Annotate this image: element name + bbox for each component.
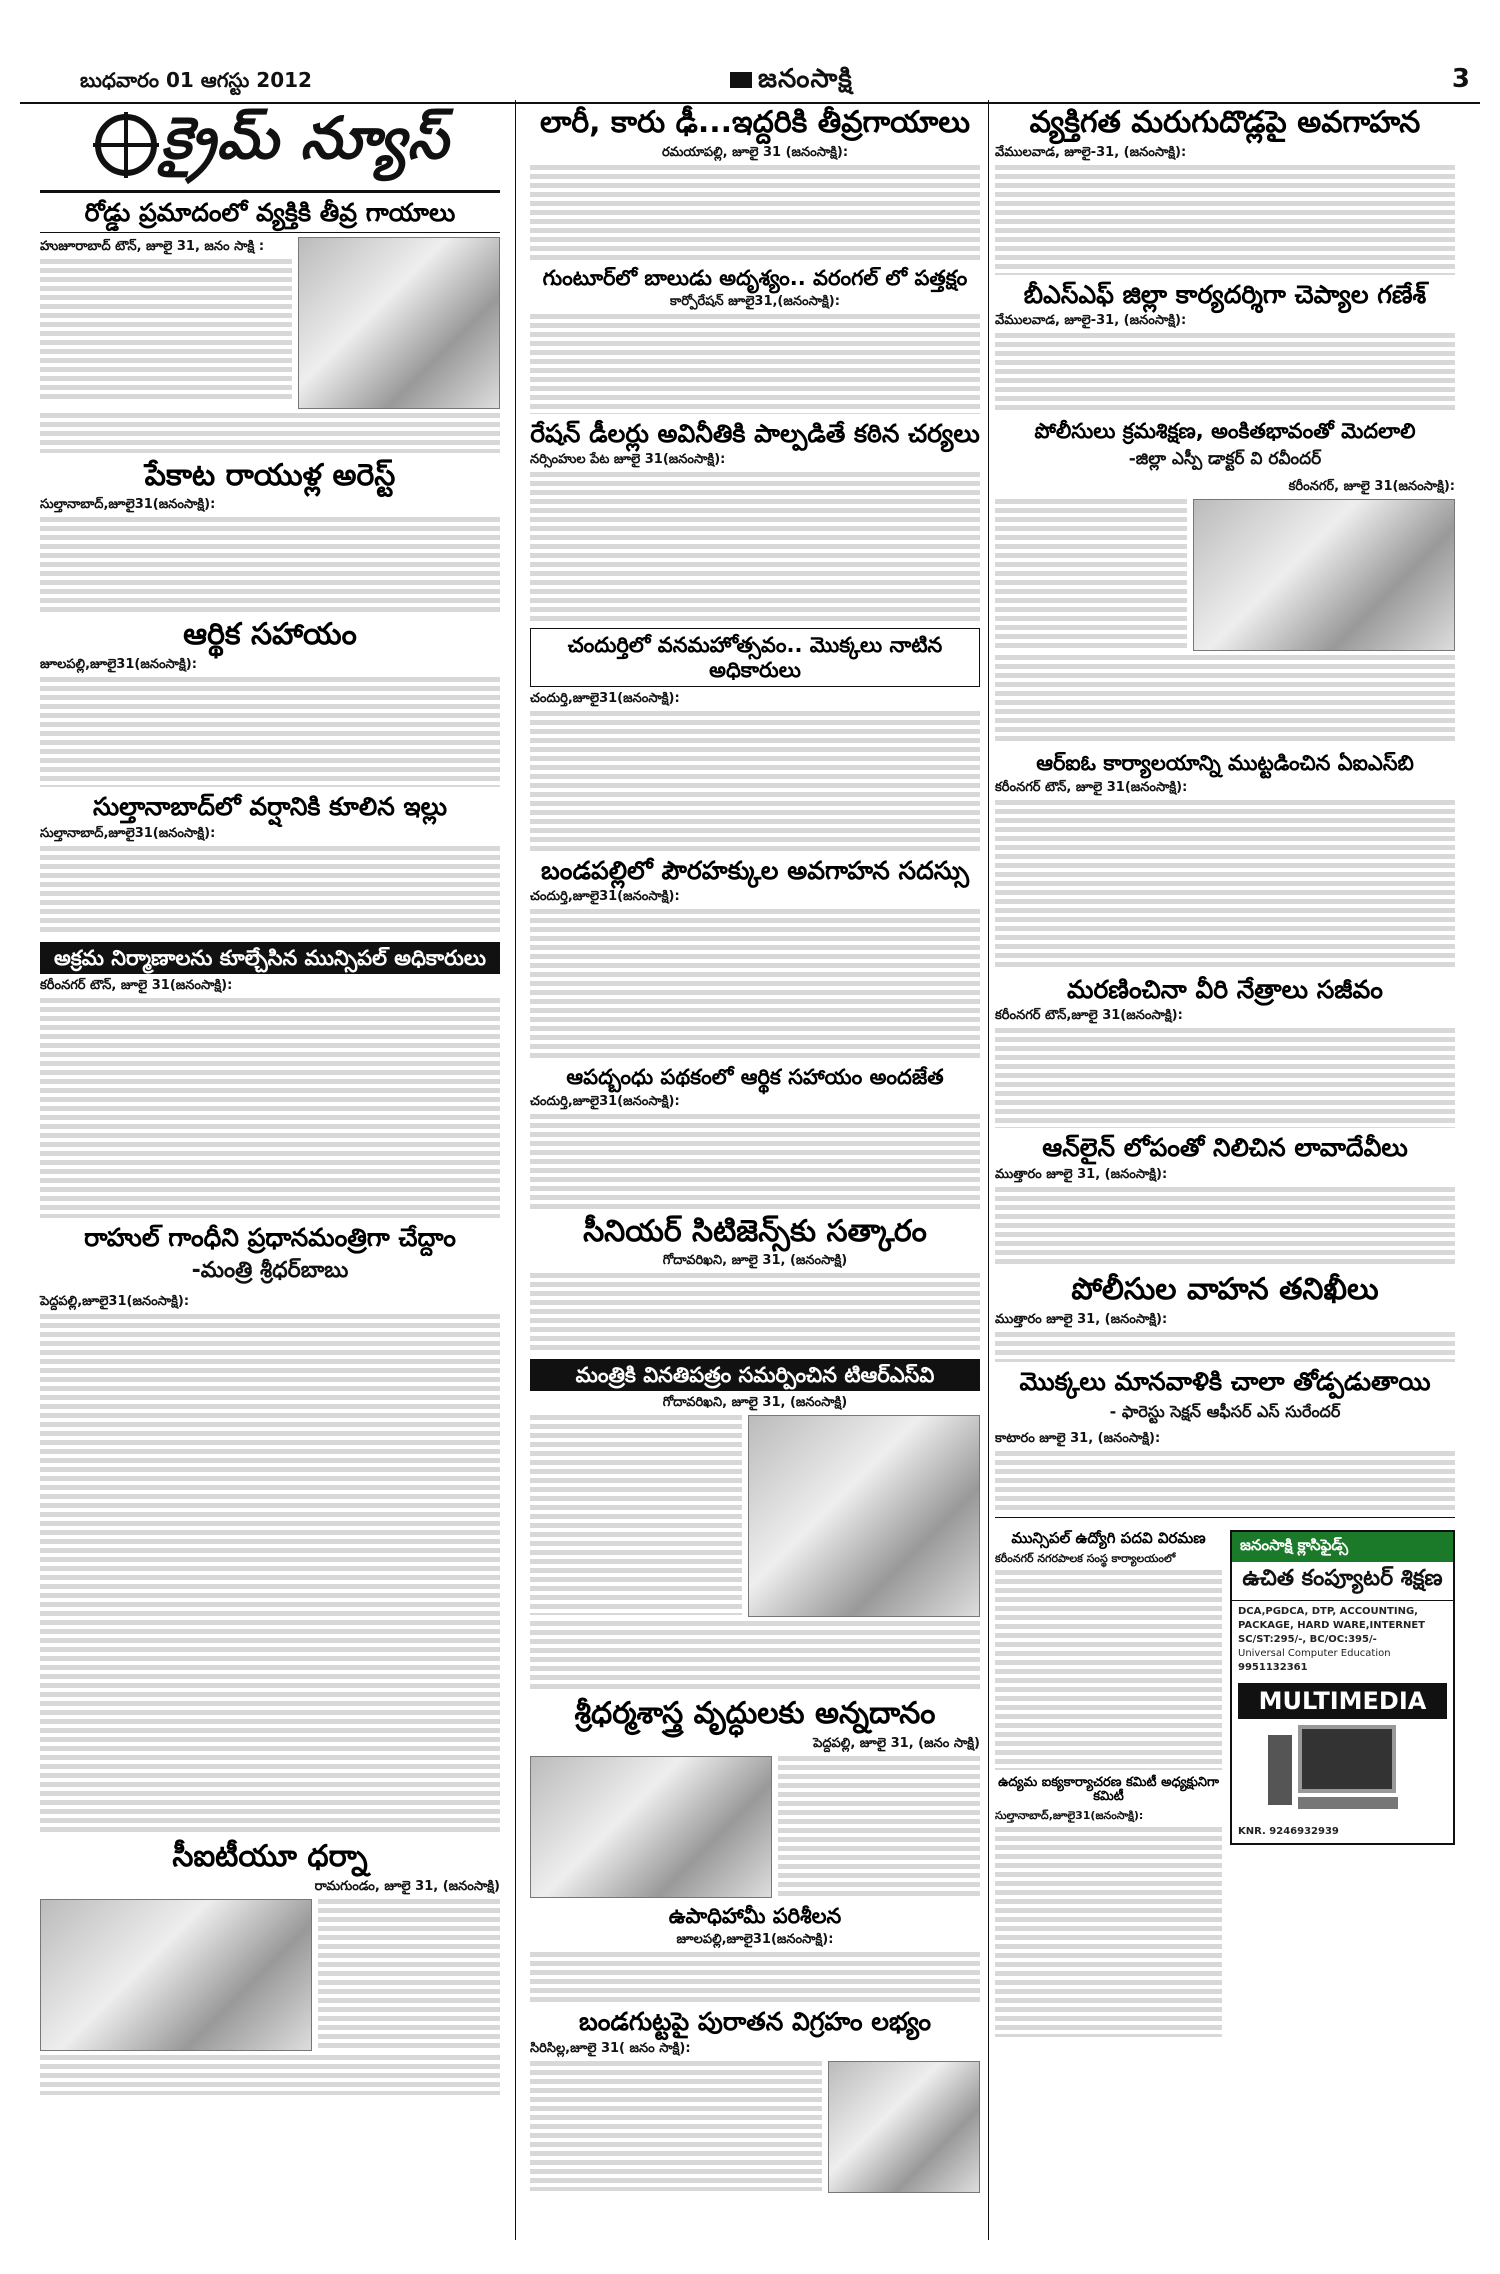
headline: మరణించినా వీరి నేత్రాలు సజీవం	[1067, 974, 1383, 1004]
headline: బీఎస్‌ఎఫ్ జిల్లా కార్యదర్శిగా చెప్యాల గణేశ్	[1023, 279, 1427, 309]
dateline: సిరిసిల్ల,జూలై 31( జనం సాక్షి):	[530, 2040, 691, 2056]
dateline: ముత్తారం జూలై 31, (జనంసాక్షి):	[995, 1167, 1168, 1183]
byline: -మంత్రి శ్రీధర్‌బాబు	[191, 1258, 349, 1284]
ad-courses: DCA,PGDCA, DTP, ACCOUNTING, PACKAGE, HARD WARE,INTERNET	[1238, 1606, 1426, 1632]
multimedia-banner: MULTIMEDIA	[1238, 1683, 1447, 1719]
dateline: వేములవాడ, జూలై-31, (జనంసాక్షి):	[995, 313, 1187, 329]
dateline: జూలపల్లి,జూలై31(జనంసాక్షి):	[40, 656, 197, 672]
headline: అక్రమ నిర్మాణాలను కూల్చేసిన మున్సిపల్ అధికారులు	[40, 942, 500, 974]
headline: సీనియర్ సిటిజెన్స్‌కు సత్కారం	[583, 1213, 927, 1249]
ad-phone: 9951132361	[1238, 1662, 1308, 1674]
ad-institute: Universal Computer Education	[1238, 1648, 1391, 1660]
headline: పోలీసులు క్రమశిక్షణ, అంకితభావంతో మెదలాలి	[1034, 419, 1416, 444]
dateline: కరీంనగర్ నగరపాలక సంస్థ కార్యాలయంలో	[995, 1551, 1176, 1565]
headline: పేకాట రాయుళ్ల అరెస్ట్	[144, 457, 396, 493]
page-number: 3	[1451, 64, 1470, 94]
article-body	[40, 259, 292, 399]
ad-header: జనంసాక్షి క్లాసిఫైడ్స్	[1232, 1532, 1453, 1562]
dateline: కరీంనగర్, జూలై 31(జనంసాక్షి):	[1288, 479, 1455, 495]
dateline: రామగుండం, జూలై 31, (జనంసాక్షి)	[314, 1878, 500, 1894]
headline: ఆపద్బంధు పథకంలో ఆర్థిక సహాయం అందజేత	[566, 1065, 944, 1090]
headline: గుంటూర్‌లో బాలుడు అదృశ్యం.. వరంగల్ లో పత్తక్షం	[542, 265, 968, 290]
dateline: గోదావరిఖని, జూలై 31, (జనంసాక్షి)	[662, 1395, 848, 1411]
headline: సీఐటీయూ ధర్నా	[172, 1839, 368, 1875]
dharna-photo	[40, 1899, 312, 2051]
headline: మంత్రికి వినతిపత్రం సమర్పించిన టిఆర్‌ఎస్‌వి	[530, 1359, 980, 1391]
headline: బండపల్లిలో పౌరహక్కుల అవగాహన సదస్సు	[541, 855, 969, 885]
headline: మున్సిపల్ ఉద్యోగి పదవి విరమణ	[1011, 1529, 1206, 1548]
column-right	[995, 100, 1455, 2244]
headline: ఉపాధిహామీ పరిశీలన	[668, 1903, 842, 1928]
byline: -జిల్లా ఎస్పీ డాక్టర్ వి రవీందర్	[1128, 449, 1322, 470]
dateline: సుల్తానాబాద్,జూలై31(జనంసాక్షి):	[995, 1809, 1144, 1823]
headline: పోలీసుల వాహన తనిఖీలు	[1071, 1272, 1379, 1308]
police-photo	[1193, 499, 1455, 651]
dateline: గోదావరిఖని, జూలై 31, (జనంసాక్షి)	[662, 1253, 848, 1269]
headline: సుల్తానాబాద్‌లో వర్షానికి కూలిన ఇల్లు	[92, 791, 448, 821]
annadanam-photo	[530, 1756, 772, 1898]
classified-ad	[1230, 1530, 1455, 1845]
headline: ఆర్థిక సహాయం	[183, 617, 357, 653]
crosshair-icon	[95, 114, 157, 176]
ad-contact: KNR. 9246932939	[1238, 1826, 1339, 1838]
headline: రాహుల్ గాంధీని ప్రధానమంత్రిగా చేద్దాం	[84, 1222, 456, 1252]
column-divider	[988, 100, 989, 2240]
column-divider	[515, 100, 516, 2240]
ad-title: ఉచిత కంప్యూటర్ శిక్షణ	[1232, 1562, 1453, 1601]
issue-date: బుధవారం 01 ఆగస్టు 2012	[80, 68, 312, 92]
dateline: చందుర్తి,జూలై31(జనంసాక్షి):	[530, 889, 680, 905]
dateline: పెద్దపల్లి,జూలై31(జనంసాక్షి):	[40, 1294, 190, 1310]
dateline: నర్సింహుల పేట జూలై 31(జనంసాక్షి):	[530, 452, 726, 468]
dateline: ముత్తారం జూలై 31, (జనంసాక్షి):	[995, 1311, 1168, 1327]
dateline: చందుర్తి,జూలై31(జనంసాక్షి):	[530, 690, 680, 706]
column-middle	[530, 100, 980, 2244]
ad-fees: SC/ST:295/-, BC/OC:395/-	[1238, 1634, 1377, 1646]
dateline: కరీంనగర్ టౌన్, జూలై 31(జనంసాక్షి):	[40, 977, 233, 993]
headline: ఆన్‌లైన్ లోపంతో నిలిచిన లావాదేవీలు	[1042, 1133, 1408, 1163]
dateline: రమయాపల్లి, జూలై 31 (జనంసాక్షి):	[661, 144, 849, 160]
headline: రోడ్డు ప్రమాదంలో వ్యక్తికి తీవ్ర గాయాలు	[40, 199, 500, 233]
headline: ఉద్యమ ఐక్యకార్యాచరణ కమిటీ అధ్యక్షునిగా కమిటీ	[998, 1774, 1219, 1805]
dateline: పెద్దపల్లి, జూలై 31, (జనం సాక్షి)	[813, 1735, 980, 1751]
headline: రేషన్ డీలర్లు అవినీతికి పాల్పడితే కఠిన చర్యలు	[530, 418, 980, 448]
dateline: వేములవాడ, జూలై-31, (జనంసాక్షి):	[995, 144, 1187, 160]
dateline: సుల్తానాబాద్,జూలై31(జనంసాక్షి):	[40, 497, 216, 513]
headline: వ్యక్తిగత మరుగుదొడ్లపై అవగాహన	[1029, 105, 1421, 140]
headline: బండగుట్టపై పురాతన విగ్రహం లభ్యం	[578, 2006, 932, 2036]
logo-flag-icon	[730, 72, 752, 88]
dateline: జూలపల్లి,జూలై31(జనంసాక్షి):	[676, 1931, 834, 1947]
byline: - ఫారెస్టు సెక్షన్ ఆఫీసర్ ఎస్ సురేందర్	[1109, 1402, 1341, 1422]
headline: మొక్కలు మానవాళికి చాలా తోడ్పడుతాయి	[1019, 1366, 1431, 1396]
dateline: సుల్తానాబాద్,జూలై31(జనంసాక్షి):	[40, 825, 216, 841]
headline: శ్రీధర్మశాస్త్ర వృద్ధులకు అన్నదానం	[574, 1696, 936, 1732]
dateline: కాటారం జూలై 31, (జనంసాక్షి):	[995, 1431, 1161, 1447]
headline: చందుర్తిలో వనమహోత్సవం.. మొక్కలు నాటిన అధికారులు	[530, 628, 980, 686]
idol-photo	[828, 2061, 980, 2193]
masthead	[20, 60, 1480, 104]
dateline: కరీంనగర్ టౌన్,జూలై 31(జనంసాక్షి):	[995, 1008, 1183, 1024]
headline: లారీ, కారు ఢీ...ఇద్దరికి తీవ్రగాయాలు	[539, 105, 971, 140]
accident-photo	[298, 237, 500, 409]
column-left	[40, 100, 500, 2244]
dateline: కరీంనగర్ టౌన్, జూలై 31(జనంసాక్షి):	[995, 779, 1188, 795]
computer-icon	[1268, 1725, 1418, 1815]
newspaper-logo: జనంసాక్షి	[730, 64, 853, 100]
crime-news-brand: క్రైమ్ న్యూస్	[40, 100, 500, 193]
dateline: హుజూరాబాద్ టౌన్, జూలై 31, జనం సాక్షి :	[40, 238, 265, 254]
dateline: కార్పోరేషన్ జూలై31,(జనంసాక్షి):	[670, 293, 840, 309]
dateline: చందుర్తి,జూలై31(జనంసాక్షి):	[530, 1093, 680, 1109]
headline: ఆర్‌ఐఓ కార్యాలయాన్ని ముట్టడించిన ఏఐఎస్‌బి	[1036, 751, 1414, 776]
memorandum-photo	[748, 1415, 980, 1617]
